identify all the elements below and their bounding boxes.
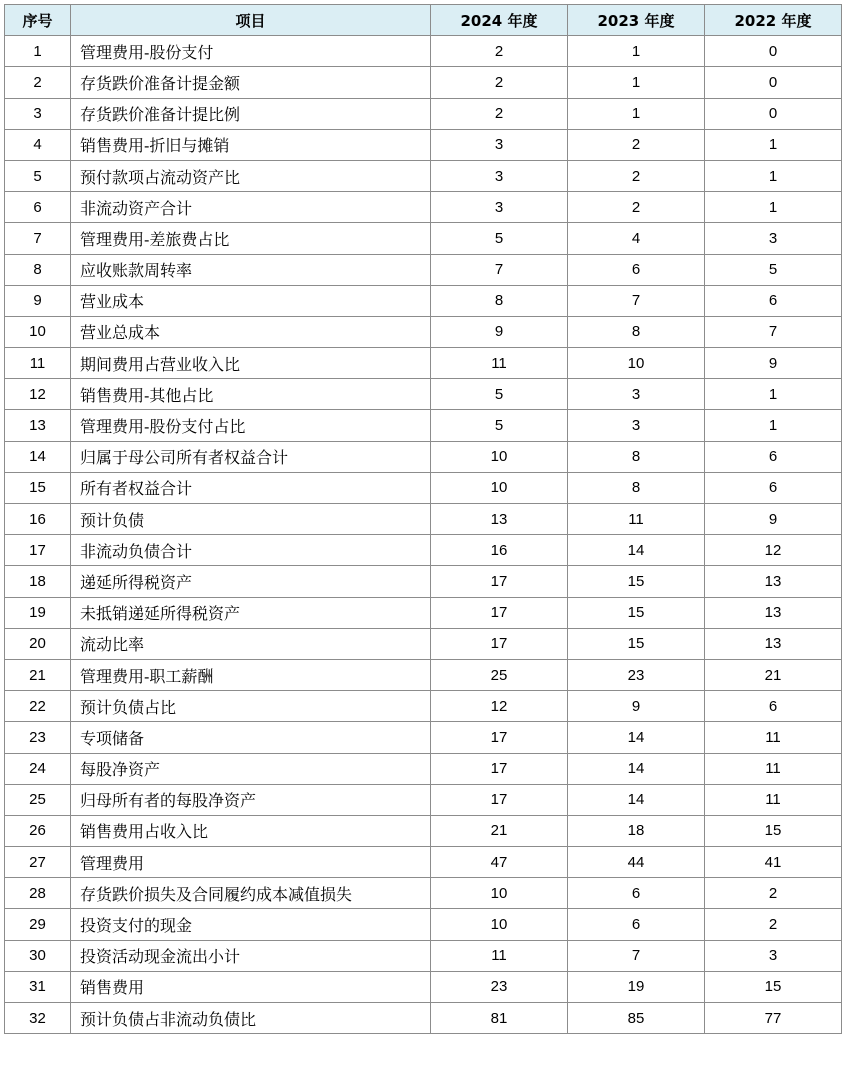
table-row	[5, 472, 842, 503]
row-value-2024: 5	[431, 379, 568, 410]
table-row	[5, 441, 842, 472]
row-value-2023: 15	[568, 566, 705, 597]
row-index: 23	[5, 722, 71, 753]
row-value-2022: 13	[705, 628, 842, 659]
table-row	[5, 847, 842, 878]
row-value-2023: 14	[568, 535, 705, 566]
row-value-2022: 1	[705, 379, 842, 410]
table-row	[5, 192, 842, 223]
table-row	[5, 971, 842, 1002]
row-value-2024: 17	[431, 628, 568, 659]
row-index: 6	[5, 192, 71, 223]
row-item-name: 专项储备	[71, 722, 431, 753]
header-item: 项目	[71, 5, 431, 36]
row-item-name: 预计负债	[71, 504, 431, 535]
row-value-2024: 7	[431, 254, 568, 285]
row-value-2024: 17	[431, 566, 568, 597]
row-value-2023: 4	[568, 223, 705, 254]
header-index: 序号	[5, 5, 71, 36]
row-value-2024: 81	[431, 1003, 568, 1034]
row-value-2024: 17	[431, 753, 568, 784]
row-value-2024: 10	[431, 909, 568, 940]
row-item-name: 营业成本	[71, 285, 431, 316]
row-value-2023: 2	[568, 192, 705, 223]
row-value-2024: 3	[431, 129, 568, 160]
header-row	[5, 5, 842, 36]
table-row	[5, 659, 842, 690]
row-item-name: 应收账款周转率	[71, 254, 431, 285]
header-2022: 2022 年度	[705, 5, 842, 36]
row-value-2022: 2	[705, 909, 842, 940]
row-value-2023: 14	[568, 722, 705, 753]
row-item-name: 非流动负债合计	[71, 535, 431, 566]
row-value-2024: 3	[431, 160, 568, 191]
row-index: 30	[5, 940, 71, 971]
table-row	[5, 254, 842, 285]
row-item-name: 归母所有者的每股净资产	[71, 784, 431, 815]
row-value-2024: 5	[431, 410, 568, 441]
table-row	[5, 784, 842, 815]
row-value-2022: 1	[705, 192, 842, 223]
row-index: 31	[5, 971, 71, 1002]
row-value-2022: 12	[705, 535, 842, 566]
row-item-name: 期间费用占营业收入比	[71, 348, 431, 379]
row-item-name: 销售费用占收入比	[71, 815, 431, 846]
row-value-2022: 3	[705, 223, 842, 254]
table-row	[5, 753, 842, 784]
row-value-2024: 3	[431, 192, 568, 223]
row-value-2024: 17	[431, 784, 568, 815]
table-row	[5, 535, 842, 566]
row-value-2022: 77	[705, 1003, 842, 1034]
data-table	[4, 4, 842, 1034]
row-item-name: 预付款项占流动资产比	[71, 160, 431, 191]
row-index: 5	[5, 160, 71, 191]
row-item-name: 管理费用-股份支付	[71, 36, 431, 67]
row-value-2023: 23	[568, 659, 705, 690]
row-item-name: 存货跌价损失及合同履约成本减值损失	[71, 878, 431, 909]
row-item-name: 销售费用-折旧与摊销	[71, 129, 431, 160]
row-value-2024: 13	[431, 504, 568, 535]
table-row	[5, 67, 842, 98]
row-value-2022: 6	[705, 285, 842, 316]
row-value-2023: 1	[568, 98, 705, 129]
row-item-name: 存货跌价准备计提金额	[71, 67, 431, 98]
row-value-2024: 25	[431, 659, 568, 690]
row-value-2024: 23	[431, 971, 568, 1002]
row-value-2024: 8	[431, 285, 568, 316]
row-item-name: 所有者权益合计	[71, 472, 431, 503]
row-value-2023: 14	[568, 784, 705, 815]
row-value-2022: 2	[705, 878, 842, 909]
row-value-2024: 5	[431, 223, 568, 254]
row-value-2024: 2	[431, 67, 568, 98]
row-value-2024: 10	[431, 472, 568, 503]
row-value-2023: 10	[568, 348, 705, 379]
row-item-name: 预计负债占非流动负债比	[71, 1003, 431, 1034]
row-item-name: 管理费用-差旅费占比	[71, 223, 431, 254]
row-value-2023: 3	[568, 410, 705, 441]
row-value-2023: 7	[568, 285, 705, 316]
row-value-2023: 15	[568, 597, 705, 628]
row-index: 18	[5, 566, 71, 597]
row-value-2022: 11	[705, 784, 842, 815]
row-value-2022: 0	[705, 36, 842, 67]
row-value-2023: 6	[568, 909, 705, 940]
row-index: 9	[5, 285, 71, 316]
row-value-2023: 19	[568, 971, 705, 1002]
row-value-2024: 10	[431, 441, 568, 472]
table-row	[5, 1003, 842, 1034]
table-row	[5, 691, 842, 722]
row-value-2024: 12	[431, 691, 568, 722]
row-item-name: 销售费用	[71, 971, 431, 1002]
row-item-name: 递延所得税资产	[71, 566, 431, 597]
row-value-2022: 0	[705, 98, 842, 129]
header-2024: 2024 年度	[431, 5, 568, 36]
row-item-name: 存货跌价准备计提比例	[71, 98, 431, 129]
row-index: 12	[5, 379, 71, 410]
row-value-2024: 17	[431, 597, 568, 628]
row-item-name: 管理费用-股份支付占比	[71, 410, 431, 441]
row-index: 14	[5, 441, 71, 472]
row-index: 22	[5, 691, 71, 722]
row-item-name: 非流动资产合计	[71, 192, 431, 223]
table-row	[5, 36, 842, 67]
row-item-name: 流动比率	[71, 628, 431, 659]
table-row	[5, 940, 842, 971]
table-row	[5, 348, 842, 379]
table-row	[5, 285, 842, 316]
table-row	[5, 909, 842, 940]
row-value-2024: 21	[431, 815, 568, 846]
row-value-2023: 44	[568, 847, 705, 878]
row-index: 4	[5, 129, 71, 160]
row-value-2022: 13	[705, 597, 842, 628]
row-value-2022: 15	[705, 971, 842, 1002]
row-index: 25	[5, 784, 71, 815]
table-row	[5, 628, 842, 659]
row-value-2022: 6	[705, 691, 842, 722]
row-item-name: 投资活动现金流出小计	[71, 940, 431, 971]
table-row	[5, 316, 842, 347]
row-value-2022: 1	[705, 129, 842, 160]
table-body	[5, 36, 842, 1034]
row-value-2022: 5	[705, 254, 842, 285]
row-value-2024: 10	[431, 878, 568, 909]
row-index: 15	[5, 472, 71, 503]
row-index: 7	[5, 223, 71, 254]
row-item-name: 每股净资产	[71, 753, 431, 784]
row-value-2022: 11	[705, 722, 842, 753]
row-index: 1	[5, 36, 71, 67]
row-item-name: 投资支付的现金	[71, 909, 431, 940]
row-value-2022: 7	[705, 316, 842, 347]
row-index: 3	[5, 98, 71, 129]
table-row	[5, 722, 842, 753]
row-item-name: 归属于母公司所有者权益合计	[71, 441, 431, 472]
row-value-2022: 9	[705, 348, 842, 379]
table-row	[5, 815, 842, 846]
row-value-2024: 2	[431, 98, 568, 129]
row-index: 16	[5, 504, 71, 535]
row-value-2022: 0	[705, 67, 842, 98]
row-value-2022: 13	[705, 566, 842, 597]
row-value-2023: 8	[568, 472, 705, 503]
table-row	[5, 878, 842, 909]
row-item-name: 销售费用-其他占比	[71, 379, 431, 410]
table-row	[5, 223, 842, 254]
row-value-2024: 11	[431, 940, 568, 971]
row-index: 2	[5, 67, 71, 98]
table-row	[5, 129, 842, 160]
row-value-2022: 21	[705, 659, 842, 690]
row-value-2024: 9	[431, 316, 568, 347]
row-value-2022: 6	[705, 441, 842, 472]
row-value-2023: 8	[568, 316, 705, 347]
row-value-2023: 9	[568, 691, 705, 722]
row-value-2023: 18	[568, 815, 705, 846]
row-item-name: 预计负债占比	[71, 691, 431, 722]
row-index: 32	[5, 1003, 71, 1034]
header-2023: 2023 年度	[568, 5, 705, 36]
table-row	[5, 160, 842, 191]
row-index: 19	[5, 597, 71, 628]
row-value-2022: 1	[705, 160, 842, 191]
row-value-2022: 41	[705, 847, 842, 878]
row-index: 27	[5, 847, 71, 878]
row-index: 8	[5, 254, 71, 285]
row-index: 28	[5, 878, 71, 909]
row-value-2023: 8	[568, 441, 705, 472]
row-value-2023: 2	[568, 129, 705, 160]
row-value-2022: 9	[705, 504, 842, 535]
row-value-2024: 16	[431, 535, 568, 566]
row-item-name: 管理费用	[71, 847, 431, 878]
row-value-2023: 7	[568, 940, 705, 971]
row-index: 13	[5, 410, 71, 441]
table-row	[5, 410, 842, 441]
row-index: 11	[5, 348, 71, 379]
row-value-2022: 6	[705, 472, 842, 503]
row-index: 24	[5, 753, 71, 784]
row-index: 10	[5, 316, 71, 347]
row-value-2023: 3	[568, 379, 705, 410]
row-item-name: 营业总成本	[71, 316, 431, 347]
row-index: 26	[5, 815, 71, 846]
row-value-2023: 2	[568, 160, 705, 191]
row-value-2022: 15	[705, 815, 842, 846]
row-index: 21	[5, 659, 71, 690]
row-index: 20	[5, 628, 71, 659]
row-value-2023: 6	[568, 254, 705, 285]
row-value-2024: 47	[431, 847, 568, 878]
table-row	[5, 379, 842, 410]
row-value-2024: 17	[431, 722, 568, 753]
row-value-2023: 1	[568, 67, 705, 98]
row-value-2023: 85	[568, 1003, 705, 1034]
row-item-name: 管理费用-职工薪酬	[71, 659, 431, 690]
row-value-2024: 11	[431, 348, 568, 379]
row-index: 29	[5, 909, 71, 940]
table-row	[5, 566, 842, 597]
row-value-2023: 14	[568, 753, 705, 784]
table-row	[5, 504, 842, 535]
row-value-2024: 2	[431, 36, 568, 67]
row-value-2022: 1	[705, 410, 842, 441]
table-row	[5, 597, 842, 628]
row-item-name: 未抵销递延所得税资产	[71, 597, 431, 628]
row-value-2022: 11	[705, 753, 842, 784]
table-row	[5, 98, 842, 129]
row-value-2022: 3	[705, 940, 842, 971]
row-value-2023: 6	[568, 878, 705, 909]
row-index: 17	[5, 535, 71, 566]
row-value-2023: 1	[568, 36, 705, 67]
row-value-2023: 11	[568, 504, 705, 535]
row-value-2023: 15	[568, 628, 705, 659]
